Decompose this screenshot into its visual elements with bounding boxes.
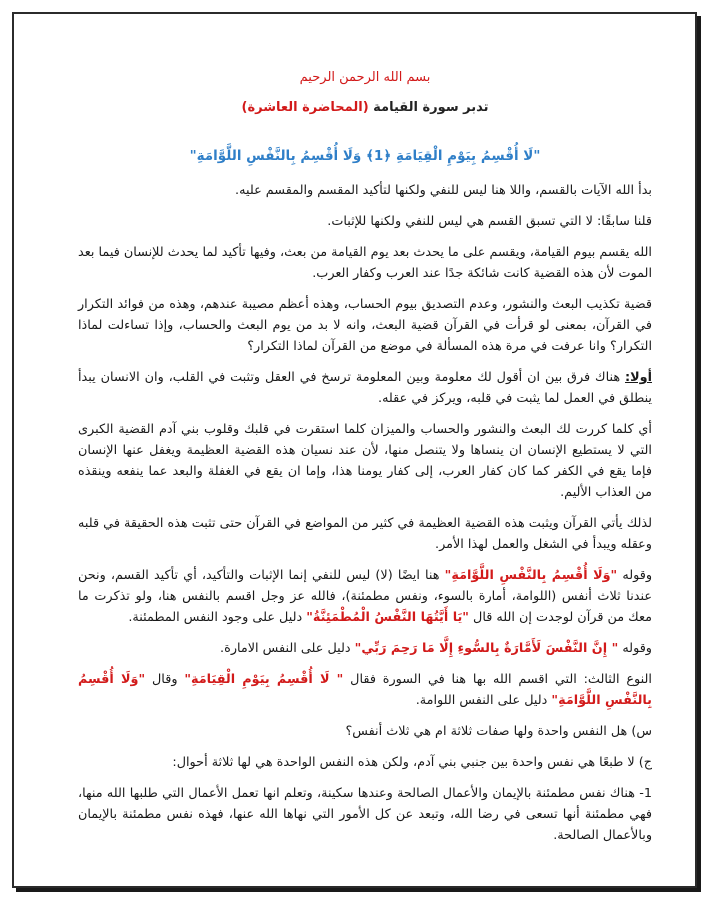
paragraph-10-part-c: دليل على النفس اللوامة. — [415, 693, 552, 708]
paragraph-9-part-b: دليل على النفس الامارة. — [220, 641, 355, 656]
verse-quote-qiyama: " لَا أُقْسِمُ بِيَوْمِ الْقِيَامَةِ" — [184, 672, 344, 687]
paragraph-3: الله يقسم بيوم القيامة، ويقسم على ما يحدث بعد يوم القيامة من بعث، وفيها تأكيد لما يحدث للإنسان فيما بعد الموت لأن هذه القضية كانت شائكة جدًا عند العرب وكفار العرب. — [78, 245, 652, 281]
paragraph-5 — [78, 367, 652, 409]
paragraph-4: قضية تكذيب البعث والنشور، وعدم التصديق بيوم الحساب، وهذه أعظم مصيبة عندهم، وهذه من فوائد التكرار في القرآن، بمعنى لو قرأت في القرآن قضية البعث، وانه لا بد من يوم البعث والحساب، وإذا تساءلت لماذا التكرار؟ وانا عرفت في مرة هذه المسألة في موضع من القرآن لماذا التكرار؟ — [78, 297, 652, 354]
first-point-label: أولا: — [625, 370, 652, 385]
paragraph-1: بدأ الله الآيات بالقسم، واللا هنا ليس للنفي ولكنها لتأكيد المقسم والمقسم عليه. — [235, 183, 652, 198]
paragraph-8-part-a: وقوله — [617, 568, 653, 583]
verse-quote-ammara: " إِنَّ النَّفْسَ لَأَمَّارَةٌ بِالسُّوءِ إِلَّا مَا رَحِمَ رَبِّي" — [354, 641, 619, 656]
verse-quote-mutmainna: "يَا أَيَّتُهَا النَّفْسُ الْمُطْمَئِنَّةُ" — [306, 610, 469, 625]
question-paragraph: س) هل النفس واحدة ولها صفات ثلاثة ام هي ثلاث أنفس؟ — [345, 724, 652, 739]
paragraph-2: قلنا سابقًا: لا التي تسبق القسم هي ليس للنفي ولكنها للإثبات. — [327, 214, 652, 229]
lecture-title-number: (المحاضرة العاشرة) — [241, 100, 369, 115]
paragraph-7: لذلك يأتي القرآن ويثبت هذه القضية العظيمة في كثير من المواضع في القرآن حتى تثبت هذه الحقيقة في قلبه وعقله ويبدأ في الشغل والعمل لهذا الأمر. — [78, 516, 652, 552]
document-body — [78, 68, 652, 856]
paragraph-10 — [78, 669, 652, 711]
verse-quote-lawwama-2: "وَلَا أُقْسِمُ بِالنَّفْسِ اللَّوَّامَةِ" — [78, 672, 652, 708]
verse-quote-lawwama: "وَلَا أُقْسِمُ بِالنَّفْسِ اللَّوَّامَةِ" — [444, 568, 618, 583]
answer-paragraph: ج) لا طبعًا هي نفس واحدة بين جنبي بني آدم، ولكن هذه النفس الواحدة هي لها ثلاثة أحوال: — [172, 755, 652, 770]
paragraph-10-part-a: النوع الثالث: التي اقسم الله بها هنا في السورة فقال — [343, 672, 652, 687]
paragraph-10-part-b: وقال — [145, 672, 185, 687]
basmala-heading: بسم الله الرحمن الرحيم — [299, 70, 431, 85]
lecture-title — [78, 98, 652, 118]
paragraph-9-part-a: وقوله — [618, 641, 652, 656]
lecture-title-main: تدبر سورة القيامة — [368, 100, 489, 115]
page-frame — [12, 12, 697, 888]
paragraph-8-part-c: دليل على وجود النفس المطمئنة. — [128, 610, 307, 625]
list-item-1: 1- هناك نفس مطمئنة بالإيمان والأعمال الصالحة وعندها سكينة، وتعلم انها تعمل الأعمال التي طلبها الله منها، فهي مطمئنة أنها تسعى في رضا الله، وتبعد عن كل الأمور التي نهاها الله عنها، فهذه نفس مطمئنة بالإيمان وبالأعمال الصالحة. — [78, 786, 652, 843]
paragraph-9 — [78, 638, 652, 659]
paragraph-5-text: هناك فرق بين ان أقول لك معلومة وبين المعلومة ترسخ في العقل وتثبت في القلب، وان الانسان يبدأ ينطلق في العمل لما يثبت في قلبه، ويركز في عقله. — [78, 370, 652, 406]
verse-heading: "لَا أُقْسِمُ بِيَوْمِ الْقِيَامَةِ ﴿1﴾ وَلَا أُقْسِمُ بِالنَّفْسِ اللَّوَّامَةِ" — [189, 148, 541, 164]
paragraph-6: أي كلما كررت لك البعث والنشور والحساب والميزان كلما استقرت في قلبك وقلوب بني آدم القضية الكبرى التي لا يستطيع الإنسان ان ينساها ولا يتنصل منها، لأن عند نسيان هذه القضية العظيمة ويغفل عنها الإنسان فإما يقع في الكفر كما كان كفار العرب، إلى كفار يومنا هذا، وإما ان يقع في الغفلة والبعد عما ينفعه وينقذه من العذاب الأليم. — [78, 422, 652, 500]
paragraph-8-part-b: هنا ايضًا (لا) ليس للنفي إنما الإثبات والتأكيد، أي تأكيد القسم، ونحن عندنا ثلاث أنفس (اللوامة، أمارة بالسوء، ونفس مطمئنة)، فالله عز وجل اقسم بالنفس هنا، ولو تذكرت ما معك من قرآن لوجدت إن الله قال — [78, 568, 652, 625]
paragraph-8 — [78, 565, 652, 628]
